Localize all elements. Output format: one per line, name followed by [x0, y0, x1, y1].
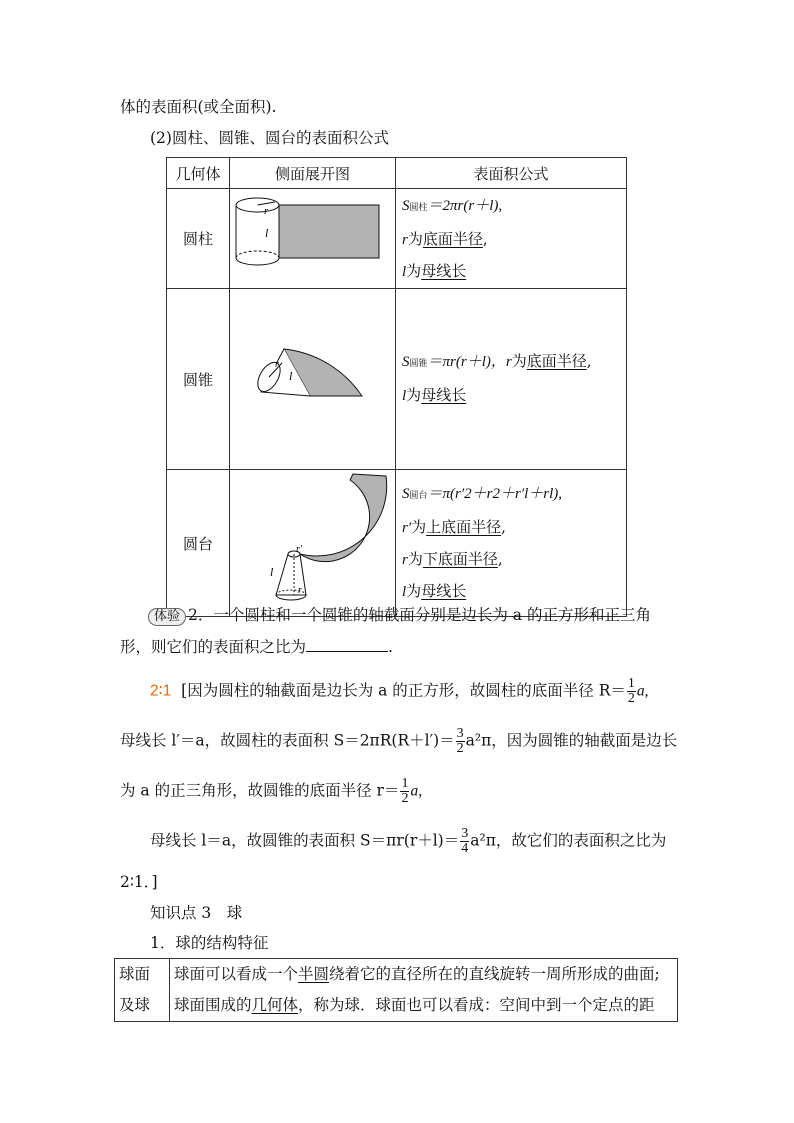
fraction-three-quarters — [460, 827, 469, 856]
cone-s: S — [402, 354, 410, 370]
frustum-s: S — [402, 486, 410, 502]
subsection-title: 1．球的结构特征 — [150, 934, 269, 952]
frustum-name: 圆台 — [167, 470, 230, 617]
frustum-s-sub: 圆台 — [409, 491, 428, 501]
cylinder-formula-cell — [396, 189, 627, 289]
cone-l-var: l — [402, 388, 407, 404]
ball-def-2u: 几何体 — [251, 996, 299, 1014]
frustum-net-figure — [230, 470, 395, 612]
cone-s-sub: 圆锥 — [409, 359, 428, 369]
solution-text-1b: a, — [636, 682, 649, 700]
cone-formula: ＝πr(r＋l)， — [427, 354, 506, 370]
solution-text-4b: a²π，故它们的表面积之比为 — [470, 831, 667, 850]
table-row-frustum — [167, 470, 627, 617]
cone-label-r: r — [275, 359, 279, 370]
solution-text-4a: 母线长 l＝a，故圆锥的表面积 S＝πr(r＋l)＝ — [150, 831, 460, 850]
cylinder-l-desc: 母线长 — [421, 261, 467, 280]
cylinder-s-sub: 圆柱 — [409, 202, 428, 213]
frustum-r1-var: r′ — [402, 520, 412, 536]
frustum-formula-cell — [396, 470, 627, 617]
cone-net-figure — [230, 289, 395, 465]
header-formula: 表面积公式 — [396, 158, 627, 189]
header-net: 侧面展开图 — [230, 158, 396, 189]
header-solid: 几何体 — [167, 158, 230, 189]
cylinder-r-end: , — [482, 229, 488, 248]
cylinder-r-var: r — [402, 231, 408, 248]
exercise-text-1: 2．一个圆柱和一个圆锥的轴截面分别是边长为 a 的正方形和正三角 — [188, 606, 651, 624]
fraction-three-halves — [456, 727, 465, 756]
cylinder-s: S — [402, 197, 410, 214]
cone-l-desc: 母线长 — [421, 386, 467, 404]
cylinder-formula: ＝2πr(r＋l), — [427, 197, 503, 214]
solution-text-3a: 为 a 的正三角形，故圆锥的底面半径 r＝ — [120, 781, 400, 800]
cone-label-l: l — [289, 369, 293, 383]
frustum-r1-pre: 为 — [411, 518, 427, 536]
frustum-l-var: l — [402, 584, 407, 600]
frustum-label-r1: r′ — [296, 544, 303, 555]
cylinder-l-pre: 为 — [406, 261, 422, 280]
exercise-badge: 体验 — [148, 608, 186, 626]
fraction-2-den: 2 — [456, 741, 464, 756]
ball-def-2a: 球面围成的 — [174, 996, 252, 1014]
cylinder-label-l: l — [265, 226, 269, 240]
frustum-r-end: , — [497, 550, 503, 568]
frustum-label-r: r — [298, 585, 302, 596]
fraction-1-num: 1 — [627, 676, 635, 691]
frustum-r-var: r — [402, 552, 408, 568]
fraction-3-num: 1 — [401, 776, 409, 791]
ball-structure-table — [114, 958, 678, 1022]
cylinder-r-desc: 底面半径 — [422, 229, 483, 248]
surface-area-table — [166, 157, 627, 617]
frustum-r-desc: 下底面半径 — [422, 550, 498, 568]
ball-label-2: 及球 — [119, 996, 151, 1014]
solution-line-5: 2∶1．] — [120, 873, 158, 891]
ball-def-1a: 球面可以看成一个 — [174, 965, 299, 983]
solution-answer: 2∶1 — [150, 682, 172, 700]
table-row-cone — [167, 289, 627, 470]
frustum-l-pre: 为 — [406, 582, 422, 600]
fraction-half-1 — [627, 677, 636, 706]
solution-text-2b: a²π，因为圆锥的轴截面是边长 — [465, 731, 678, 750]
cylinder-r-pre: 为 — [407, 229, 423, 248]
cylinder-l-var: l — [402, 263, 407, 280]
solution-text-2a: 母线长 l′＝a，故圆柱的表面积 S＝2πR(R＋l′)＝ — [120, 731, 455, 750]
table-row-cylinder — [167, 189, 627, 289]
frustum-l-desc: 母线长 — [421, 582, 467, 600]
frustum-r-pre: 为 — [407, 550, 423, 568]
cylinder-label-r: r — [264, 205, 269, 217]
cone-r-pre: 为 — [511, 352, 527, 370]
fraction-4-den: 4 — [461, 841, 469, 856]
cylinder-net-figure — [230, 189, 395, 284]
frustum-label-l: l — [270, 565, 274, 579]
exercise-text-2b: . — [388, 638, 393, 656]
answer-blank — [306, 637, 388, 652]
frustum-r1-desc: 上底面半径 — [426, 518, 502, 536]
solution-line-3 — [120, 777, 422, 806]
cone-net-cell — [230, 289, 396, 470]
cone-formula-cell — [396, 289, 627, 470]
section-title: (2)圆柱、圆锥、圆台的表面积公式 — [150, 129, 389, 147]
cylinder-lateral-rect — [279, 205, 379, 258]
solution-text-3b: a, — [410, 782, 423, 800]
cone-r-var: r — [505, 354, 512, 370]
exercise-text-2a: 形，则它们的表面积之比为 — [120, 638, 307, 656]
ball-definition-cell — [170, 959, 678, 1022]
fraction-3-den: 2 — [401, 791, 409, 806]
cone-l-pre: 为 — [406, 386, 422, 404]
ball-table-row — [115, 959, 678, 1022]
ball-def-line-2 — [174, 990, 673, 1021]
ball-def-1b: 绕着它的直径所在的直线旋转一周所形成的曲面; — [329, 965, 660, 983]
fraction-half-2 — [400, 777, 409, 806]
ball-def-line-1 — [174, 959, 673, 990]
solution-line-2 — [120, 727, 677, 756]
cylinder-name: 圆柱 — [167, 189, 230, 289]
solution-text-1a: [因为圆柱的轴截面是边长为 a 的正方形，故圆柱的底面半径 R＝ — [181, 681, 626, 700]
cone-r-end: , — [586, 352, 592, 370]
ball-def-2b: ，称为球．球面也可以看成：空间中到一个定点的距 — [298, 996, 655, 1014]
fraction-4-num: 3 — [461, 826, 469, 841]
frustum-net-cell — [230, 470, 396, 617]
frustum-formula: ＝π(r′2＋r2＋r′l＋rl), — [427, 486, 563, 502]
intro-text: 体的表面积(或全面积). — [120, 98, 277, 116]
cylinder-bottom-front — [236, 258, 279, 265]
ball-label-cell — [115, 959, 170, 1022]
cone-name: 圆锥 — [167, 289, 230, 470]
knowledge-point-title: 知识点 3 球 — [150, 904, 243, 922]
ball-def-1u: 半圆 — [298, 965, 330, 983]
fraction-2-num: 3 — [456, 726, 464, 741]
cone-r-desc: 底面半径 — [526, 352, 587, 370]
exercise-line-2 — [120, 637, 393, 657]
solution-line-1 — [150, 677, 649, 706]
exercise-line-1 — [148, 605, 651, 626]
fraction-1-den: 2 — [627, 691, 635, 706]
ball-label-1: 球面 — [119, 965, 151, 983]
solution-line-4 — [150, 827, 666, 856]
cylinder-net-cell — [230, 189, 396, 289]
table-header-row — [167, 158, 627, 189]
frustum-r1-end: , — [501, 518, 506, 536]
frustum-lateral-annulus — [300, 474, 387, 562]
